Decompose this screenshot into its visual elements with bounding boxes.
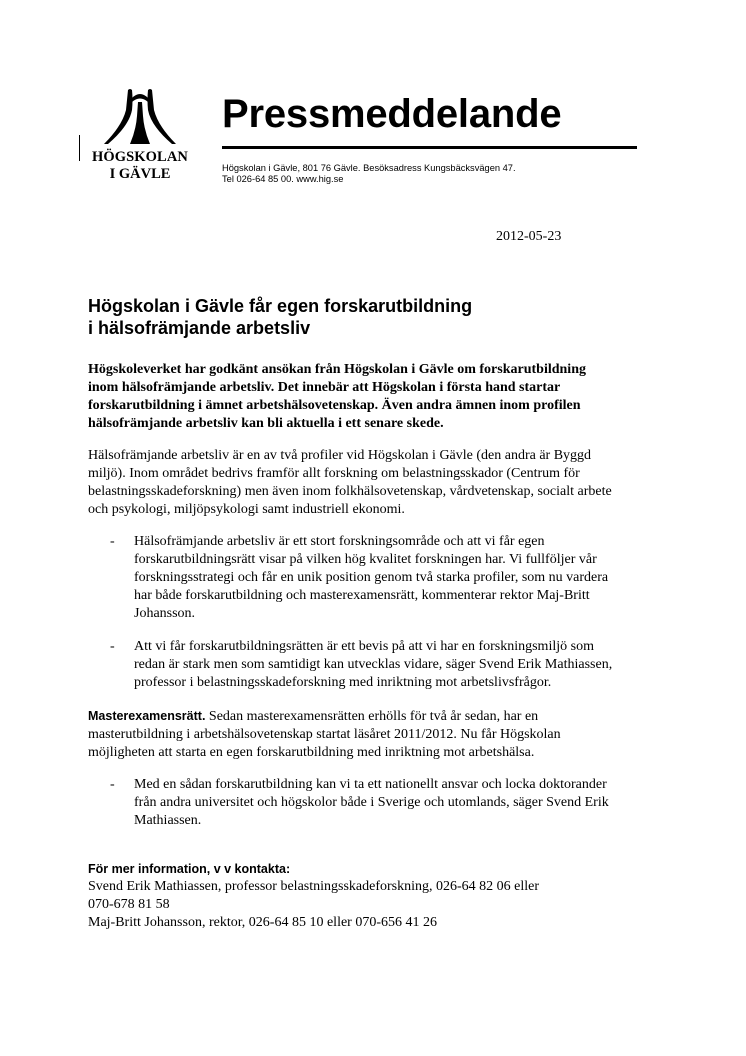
quote-line: professor i belastningsskadeforskning med inriktning mot arbetslivsfrågor. <box>134 675 552 690</box>
quote-line: Att vi får forskarutbildningsrätten är ett bevis på att vi har en forskningsmiljö som <box>134 639 594 654</box>
lead-paragraph <box>88 361 648 433</box>
hig-logo <box>86 86 194 186</box>
master-paragraph <box>88 707 648 762</box>
release-date: 2012-05-23 <box>496 229 562 244</box>
margin-tick <box>79 135 80 161</box>
quote-2 <box>134 638 654 692</box>
body-line: och psykologi, miljöpsykologi samt industriell ekonomi. <box>88 502 405 517</box>
master-line: möjligheten att starta en egen forskarutbildning med inriktning mot arbetshälsa. <box>88 745 535 760</box>
logo-name-line2: I GÄVLE <box>109 166 171 182</box>
contact-heading: För mer information, v v kontakta: <box>88 862 291 876</box>
quote-line: Mathiassen. <box>134 813 202 828</box>
lead-line: inom hälsofrämjande arbetsliv. Det innebär att Högskolan i första hand startar <box>88 380 561 395</box>
quote-line: forskningsstrategi och får en unik position genom två starka profiler, som nu vardera <box>134 570 609 585</box>
master-label: Masterexamensrätt. <box>88 709 206 723</box>
lead-line: Högskoleverket har godkänt ansökan från Högskolan i Gävle om forskarutbildning <box>88 362 586 377</box>
headline-line-1: Högskolan i Gävle får egen forskarutbildning <box>88 296 473 316</box>
contact-line: Maj-Britt Johansson, rektor, 026-64 85 10 eller 070-656 41 26 <box>88 915 438 930</box>
hig-emblem-icon <box>102 86 178 148</box>
bullet-marker: - <box>110 534 115 549</box>
page-title: Pressmeddelande <box>222 92 562 136</box>
quote-3 <box>134 776 654 830</box>
quote-line: redan är stark men som samtidigt kan utvecklas vidare, säger Svend Erik Mathiassen, <box>134 657 613 672</box>
title-rule <box>222 146 637 149</box>
headline-line-2: i hälsofrämjande arbetsliv <box>88 318 311 338</box>
body-line: belastningsskadeforskning) men även inom folkhälsovetenskap, vårdvetenskap, socialt arbete <box>88 484 612 499</box>
bullet-marker: - <box>110 639 115 654</box>
body-line: Hälsofrämjande arbetsliv är en av två profiler vid Högskolan i Gävle (den andra är Byggd <box>88 448 592 463</box>
body-line: miljö). Inom området bedrivs framför allt forskning om belastningsskador (Centrum för <box>88 466 580 481</box>
contact-line: 070-678 81 58 <box>88 897 170 912</box>
lead-line: forskarutbildning i ämnet arbetshälsovetenskap. Även andra ämnen inom profilen <box>88 398 581 413</box>
quote-line: forskarutbildningsrätt visar på vilken hög kvalitet forskningen har. Vi fullföljer vår <box>134 552 597 567</box>
quote-line: Hälsofrämjande arbetsliv är ett stort forskningsområde och att vi får egen <box>134 534 545 549</box>
contact-section <box>88 860 648 932</box>
master-first-line <box>88 707 648 726</box>
logo-name-line1: HÖGSKOLAN <box>92 149 188 165</box>
quote-line: har både forskarutbildning och masterexamensrätt, kommenterar rektor Maj-Britt <box>134 588 590 603</box>
quote-1 <box>134 533 654 623</box>
master-line-rest: Sedan masterexamensrätten erhölls för två år sedan, har en <box>205 709 539 724</box>
quote-line: Med en sådan forskarutbildning kan vi ta ett nationellt ansvar och locka doktorander <box>134 777 607 792</box>
body-paragraph-1 <box>88 447 648 519</box>
master-line: masterutbildning i arbetshälsovetenskap startat läsåret 2011/2012. Nu får Högskolan <box>88 727 561 742</box>
contact-line: Svend Erik Mathiassen, professor belastningsskadeforskning, 026-64 82 06 eller <box>88 879 540 894</box>
quote-line: Johansson. <box>134 606 196 621</box>
address-line-2: Tel 026-64 85 00. www.hig.se <box>222 174 344 184</box>
address-line-1: Högskolan i Gävle, 801 76 Gävle. Besöksadress Kungsbäcksvägen 47. <box>222 163 516 173</box>
headline <box>88 295 472 339</box>
bullet-marker: - <box>110 777 115 792</box>
quote-line: från andra universitet och högskolor både i Sverige och utomlands, säger Svend Erik <box>134 795 609 810</box>
lead-line: hälsofrämjande arbetsliv kan bli aktuella i ett senare skede. <box>88 416 444 431</box>
